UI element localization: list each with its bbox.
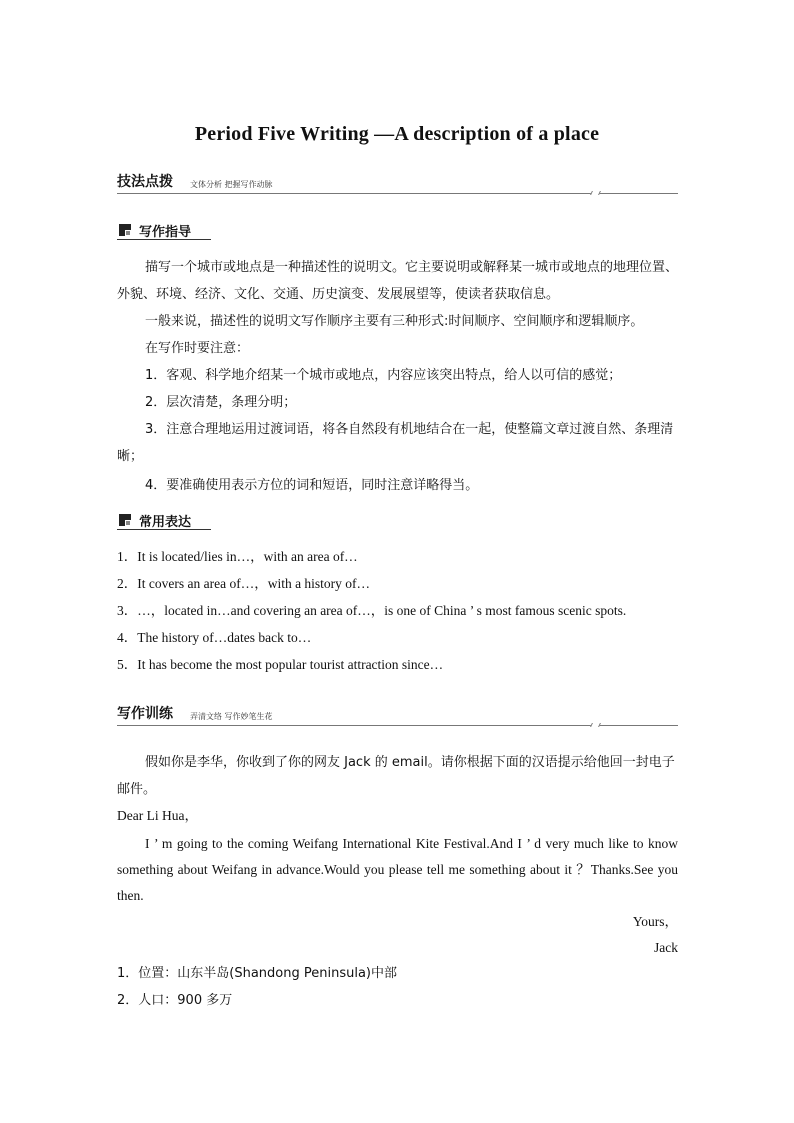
hint-item-1: 1．位置：山东半岛(Shandong Peninsula)中部 bbox=[117, 966, 397, 981]
subheading-expressions bbox=[117, 510, 211, 530]
letter-body: I ’ m going to the coming Weifang International Kite Festival.And I ’ d very much like to know something about Weifang in advance.Would you please tell me something about it ？Thanks.See you then. bbox=[117, 836, 678, 903]
subheading-label: 常用表达 bbox=[139, 515, 192, 530]
section-label: 写作训练 bbox=[117, 706, 173, 722]
guide-item-4: 4．要准确使用表示方位的词和短语，同时注意详略得当。 bbox=[145, 478, 479, 493]
square-bullet-icon bbox=[119, 514, 131, 526]
expression-item: 2．It covers an area of…，with a history of… bbox=[117, 576, 371, 591]
section-label: 技法点拨 bbox=[117, 174, 173, 190]
section-header-skills bbox=[117, 170, 678, 194]
letter-greeting: Dear Li Hua， bbox=[117, 808, 198, 823]
task-intro: 假如你是李华，你收到了你的网友 Jack 的 email。请你根据下面的汉语提示给他回一封电子邮件。 bbox=[117, 755, 675, 797]
subheading-writing-guide bbox=[117, 220, 211, 240]
page-title: Period Five Writing —A description of a place bbox=[194, 123, 600, 145]
square-bullet-icon bbox=[119, 224, 131, 236]
guide-item-2: 2．层次清楚，条理分明； bbox=[145, 395, 297, 410]
section-subtitle: 文体分析 把握写作动脉 bbox=[190, 180, 273, 189]
section-header-training bbox=[117, 702, 678, 726]
expression-item: 4．The history of…dates back to… bbox=[117, 630, 312, 645]
expression-item: 1．It is located/lies in…，with an area of… bbox=[117, 549, 358, 564]
section-subtitle: 弄清文络 写作妙笔生花 bbox=[190, 712, 273, 721]
expression-item: 5．It has become the most popular tourist attraction since… bbox=[117, 657, 444, 672]
guide-item-3: 3．注意合理地运用过渡词语，将各自然段有机地结合在一起，使整篇文章过渡自然、条理清晰； bbox=[117, 422, 674, 464]
guide-paragraph-1: 描写一个城市或地点是一种描述性的说明文。它主要说明或解释某一城市或地点的地理位置、外貌、环境、经济、文化、交通、历史演变、发展展望等，使读者获取信息。 bbox=[117, 260, 679, 302]
guide-item-1: 1．客观、科学地介绍某一个城市或地点，内容应该突出特点，给人以可信的感觉； bbox=[145, 368, 622, 383]
rule-notch bbox=[590, 723, 601, 727]
subheading-rule bbox=[117, 239, 211, 240]
guide-paragraph-3: 在写作时要注意： bbox=[145, 341, 250, 356]
guide-paragraph-2: 一般来说，描述性的说明文写作顺序主要有三种形式:时间顺序、空间顺序和逻辑顺序。 bbox=[145, 314, 644, 329]
subheading-label: 写作指导 bbox=[139, 225, 192, 240]
rule-notch bbox=[590, 191, 601, 195]
letter-closing: Yours， bbox=[632, 914, 678, 929]
subheading-rule bbox=[117, 529, 211, 530]
letter-signature: Jack bbox=[654, 940, 678, 955]
hint-item-2: 2．人口：900 多万 bbox=[117, 993, 233, 1008]
expression-item: 3．…，located in…and covering an area of…，is one of China ’ s most famous scenic spots. bbox=[117, 603, 627, 618]
